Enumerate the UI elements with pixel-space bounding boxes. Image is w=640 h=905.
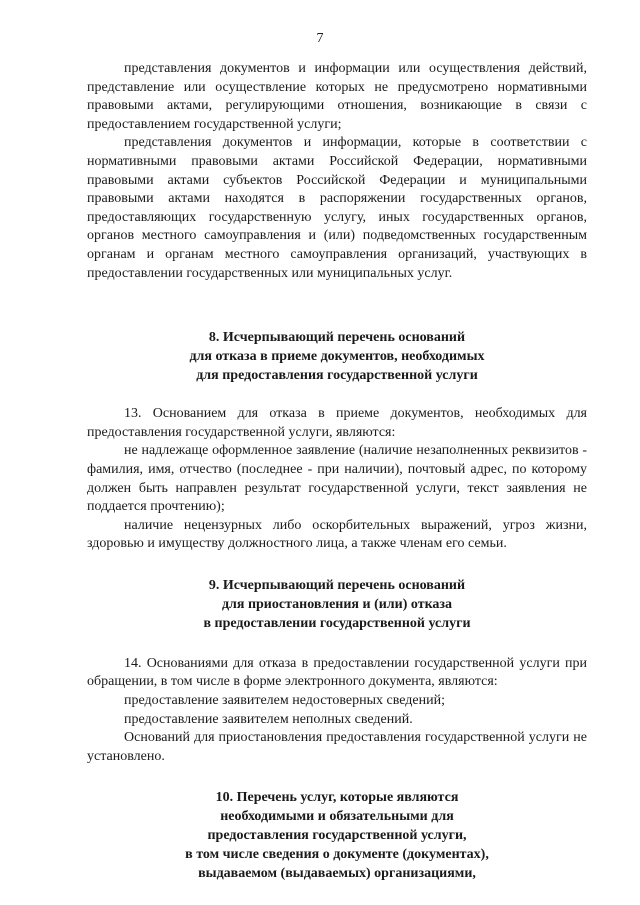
heading-line: необходимыми и обязательными для bbox=[220, 809, 454, 825]
paragraph: представления документов и информации или осуществления действий, представление или осуществление которых не предусмотрено нормативными правовыми актами, регулирующими отношения, возникающие в связи с предоставлением государственной услуги; bbox=[87, 61, 587, 132]
heading-line: 10. Перечень услуг, которые являются bbox=[215, 790, 459, 806]
section-9-heading bbox=[87, 576, 587, 633]
document-body bbox=[87, 60, 587, 883]
paragraph: не надлежаще оформленное заявление (наличие незаполненных реквизитов - фамилия, имя, отчество (последнее - при наличии), почтовый адрес, по которому должен быть направлен результат государственной услуги, текст заявления не поддается прочтению); bbox=[87, 443, 587, 515]
paragraph: наличие нецензурных либо оскорбительных выражений, угроз жизни, здоровью и имуществу должностного лица, а также членам его семьи. bbox=[87, 517, 587, 552]
paragraph: предоставление заявителем недостоверных сведений; bbox=[124, 693, 445, 709]
heading-line: для отказа в приеме документов, необходимых bbox=[189, 349, 485, 365]
paragraph: Оснований для приостановления предоставления государственной услуги не установлено. bbox=[87, 730, 587, 764]
section-10-heading bbox=[87, 788, 587, 883]
heading-line: в предоставлении государственной услуги bbox=[203, 615, 471, 631]
heading-line: в том числе сведения о документе (документах), bbox=[185, 847, 489, 863]
paragraph: 13. Основанием для отказа в приеме документов, необходимых для предоставления государственной услуги, являются: bbox=[87, 406, 587, 440]
paragraph: предоставление заявителем неполных сведений. bbox=[124, 711, 413, 727]
paragraph: представления документов и информации, которые в соответствии с нормативными правовыми актами Российской Федерации, нормативными правовыми актами субъектов Российской Федерации и муниципальными правовыми актами находятся в распоряжении государственных органов, предоставляющих государственную услугу, иных государственных органов, органов местного самоуправления и (или) подведомственных государственным органам и органам местного самоуправления организаций, участвующих в предоставлении государственных или муниципальных услуг. bbox=[87, 135, 587, 281]
heading-line: 9. Исчерпывающий перечень оснований bbox=[208, 577, 466, 593]
heading-line: предоставления государственной услуги, bbox=[207, 828, 467, 844]
page-number: 7 bbox=[316, 31, 324, 46]
heading-line: для предоставления государственной услуги bbox=[196, 368, 478, 384]
paragraph: 14. Основаниями для отказа в предоставлении государственной услуги при обращении, в том числе в форме электронного документа, являются: bbox=[87, 655, 587, 690]
heading-line: для приостановления и (или) отказа bbox=[221, 596, 453, 612]
section-8-heading bbox=[87, 328, 587, 385]
heading-line: выдаваемом (выдаваемых) организациями, bbox=[198, 866, 476, 882]
heading-line: 8. Исчерпывающий перечень оснований bbox=[208, 330, 466, 346]
